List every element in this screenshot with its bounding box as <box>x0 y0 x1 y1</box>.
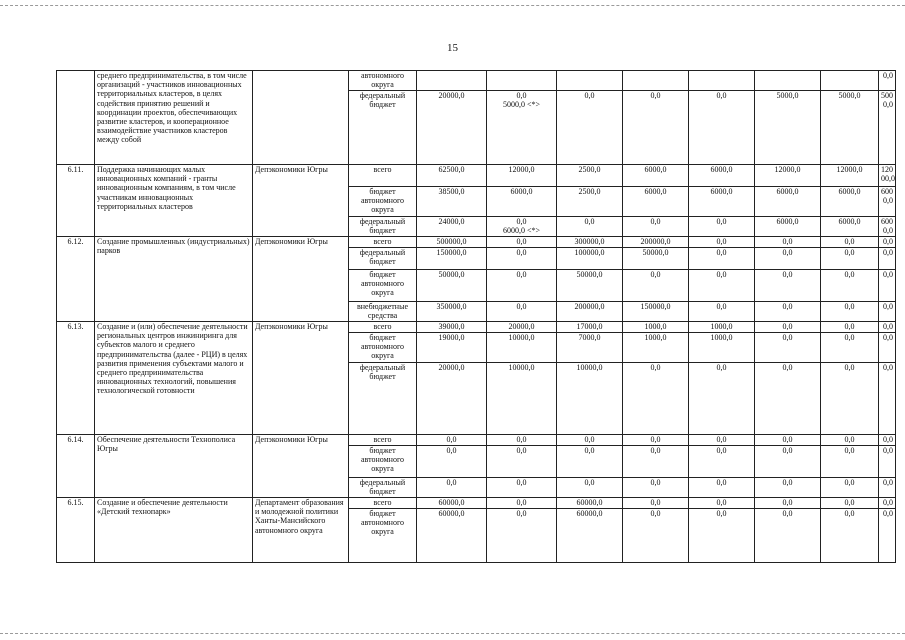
funding-value: 0,0 <box>821 237 879 248</box>
measure-name: Обеспечение деятельности Технополиса Югры <box>95 435 253 498</box>
funding-value: 0,0 <box>557 91 623 165</box>
funding-value: 0,0 <box>879 478 896 498</box>
funding-value: 0,0 <box>623 446 689 478</box>
funding-value: 20000,0 <box>487 322 557 333</box>
funding-value: 0,0 <box>689 237 755 248</box>
funding-source: федеральный бюджет <box>349 478 417 498</box>
funding-value: 0,0 <box>623 498 689 509</box>
funding-value: 6000,0 <box>689 187 755 217</box>
funding-value: 50000,0 <box>623 248 689 270</box>
funding-value: 0,0 <box>821 333 879 363</box>
funding-source: всего <box>349 322 417 333</box>
funding-value: 0,0 <box>755 302 821 322</box>
funding-value: 0,0 <box>623 478 689 498</box>
funding-value: 60000,0 <box>557 509 623 563</box>
measure-name: Поддержка начинающих малых инновационных компаний - гранты инновационным компаниям, в том числе участникам инновационных территориальных кластеров <box>95 165 253 237</box>
funding-value: 6000,0 <box>821 187 879 217</box>
funding-value: 0,0 <box>879 322 896 333</box>
funding-value: 0,0 <box>487 302 557 322</box>
funding-value: 0,0 <box>557 435 623 446</box>
funding-value: 200000,0 <box>623 237 689 248</box>
funding-value <box>557 71 623 91</box>
funding-value: 5000,0 <box>755 91 821 165</box>
measure-name: Создание промышленных (индустриальных) парков <box>95 237 253 322</box>
funding-value: 0,0 <box>417 478 487 498</box>
funding-value: 0,0 <box>755 333 821 363</box>
funding-value: 60000,0 <box>557 498 623 509</box>
funding-value: 0,0 <box>821 322 879 333</box>
funding-value: 0,0 <box>879 71 896 91</box>
responsible-executor: Депэкономики Югры <box>253 322 349 435</box>
funding-value: 0,0 <box>879 446 896 478</box>
funding-value: 350000,0 <box>417 302 487 322</box>
funding-value: 0,0 <box>821 435 879 446</box>
funding-value: 50000,0 <box>417 270 487 302</box>
funding-value: 0,0 <box>755 237 821 248</box>
funding-value: 600 0,0 <box>879 217 896 237</box>
funding-value: 0,0 <box>821 302 879 322</box>
funding-value: 6000,0 <box>623 165 689 187</box>
funding-value: 0,0 <box>879 509 896 563</box>
funding-value: 0,0 <box>689 435 755 446</box>
funding-value: 0,0 <box>755 498 821 509</box>
responsible-executor: Депэкономики Югры <box>253 165 349 237</box>
funding-value: 1000,0 <box>689 333 755 363</box>
funding-table <box>56 70 896 563</box>
measure-number: 6.13. <box>57 322 95 435</box>
funding-value: 0,0 <box>487 478 557 498</box>
funding-value: 0,0 <box>755 248 821 270</box>
funding-value: 500000,0 <box>417 237 487 248</box>
table-row <box>57 71 896 91</box>
funding-value: 2500,0 <box>557 187 623 217</box>
funding-value: 0,0 <box>879 333 896 363</box>
funding-value: 0,0 <box>689 498 755 509</box>
funding-source: всего <box>349 165 417 187</box>
funding-value: 1000,0 <box>623 322 689 333</box>
funding-value <box>623 71 689 91</box>
funding-value: 0,0 <box>879 302 896 322</box>
funding-value: 0,0 <box>487 248 557 270</box>
funding-value: 17000,0 <box>557 322 623 333</box>
measure-number <box>57 71 95 165</box>
table-row <box>57 435 896 446</box>
funding-value: 10000,0 <box>487 363 557 435</box>
funding-value: 0,0 <box>879 498 896 509</box>
funding-value <box>755 71 821 91</box>
responsible-executor: Департамент образования и молодежной политики Ханты-Мансийского автономного округа <box>253 498 349 563</box>
funding-value: 0,0 <box>557 478 623 498</box>
funding-value: 600 0,0 <box>879 187 896 217</box>
funding-value: 0,0 <box>879 248 896 270</box>
funding-value: 0,0 <box>689 91 755 165</box>
funding-source: бюджет автономного округа <box>349 270 417 302</box>
funding-value: 0,0 <box>755 322 821 333</box>
funding-value: 0,0 <box>623 363 689 435</box>
funding-value: 0,0 <box>689 509 755 563</box>
funding-value: 0,0 <box>689 478 755 498</box>
funding-value: 0,0 <box>689 217 755 237</box>
funding-value: 10000,0 <box>557 363 623 435</box>
funding-value: 0,0 <box>821 446 879 478</box>
measure-number: 6.14. <box>57 435 95 498</box>
funding-value: 100000,0 <box>557 248 623 270</box>
funding-value <box>417 71 487 91</box>
measure-number: 6.11. <box>57 165 95 237</box>
funding-value: 0,0 <box>879 435 896 446</box>
funding-value: 0,0 5000,0 <*> <box>487 91 557 165</box>
funding-value: 0,0 <box>689 302 755 322</box>
funding-value: 300000,0 <box>557 237 623 248</box>
funding-value: 0,0 <box>623 270 689 302</box>
funding-value: 0,0 <box>557 446 623 478</box>
funding-value: 60000,0 <box>417 498 487 509</box>
funding-value: 0,0 <box>755 509 821 563</box>
funding-value: 39000,0 <box>417 322 487 333</box>
funding-value: 120 00,0 <box>879 165 896 187</box>
funding-value <box>821 71 879 91</box>
funding-value: 0,0 <box>487 237 557 248</box>
funding-source: бюджет автономного округа <box>349 509 417 563</box>
funding-value: 0,0 <box>755 363 821 435</box>
funding-value: 0,0 <box>557 217 623 237</box>
funding-source: бюджет автономного округа <box>349 446 417 478</box>
funding-value: 0,0 <box>821 248 879 270</box>
funding-value: 19000,0 <box>417 333 487 363</box>
scan-edge-top <box>0 5 905 6</box>
funding-value: 50000,0 <box>557 270 623 302</box>
funding-value: 150000,0 <box>623 302 689 322</box>
funding-value: 200000,0 <box>557 302 623 322</box>
measure-number: 6.12. <box>57 237 95 322</box>
table-row <box>57 322 896 333</box>
funding-value: 0,0 <box>879 270 896 302</box>
funding-value: 0,0 <box>487 498 557 509</box>
funding-value: 0,0 <box>879 363 896 435</box>
responsible-executor <box>253 71 349 165</box>
funding-value: 0,0 <box>623 435 689 446</box>
funding-source: автономного округа <box>349 71 417 91</box>
funding-value: 1000,0 <box>689 322 755 333</box>
funding-value: 62500,0 <box>417 165 487 187</box>
funding-source: федеральный бюджет <box>349 248 417 270</box>
responsible-executor: Депэкономики Югры <box>253 237 349 322</box>
funding-value: 60000,0 <box>417 509 487 563</box>
funding-value: 6000,0 <box>689 165 755 187</box>
funding-source: бюджет автономного округа <box>349 333 417 363</box>
funding-value <box>689 71 755 91</box>
funding-value: 0,0 <box>487 509 557 563</box>
funding-value: 0,0 <box>821 498 879 509</box>
funding-value: 0,0 6000,0 <*> <box>487 217 557 237</box>
funding-value: 0,0 <box>755 270 821 302</box>
funding-value: 12000,0 <box>821 165 879 187</box>
funding-value: 0,0 <box>689 270 755 302</box>
funding-source: всего <box>349 435 417 446</box>
measure-number: 6.15. <box>57 498 95 563</box>
funding-value: 38500,0 <box>417 187 487 217</box>
funding-value: 0,0 <box>623 91 689 165</box>
funding-value: 6000,0 <box>623 187 689 217</box>
funding-value: 0,0 <box>821 478 879 498</box>
scan-edge-bottom <box>0 633 905 634</box>
funding-value: 0,0 <box>821 509 879 563</box>
funding-value: 500 0,0 <box>879 91 896 165</box>
funding-value: 0,0 <box>689 363 755 435</box>
funding-value: 0,0 <box>755 478 821 498</box>
funding-source: всего <box>349 498 417 509</box>
funding-value: 6000,0 <box>821 217 879 237</box>
table-row <box>57 165 896 187</box>
table-row <box>57 237 896 248</box>
funding-value: 10000,0 <box>487 333 557 363</box>
funding-value: 12000,0 <box>755 165 821 187</box>
funding-value: 5000,0 <box>821 91 879 165</box>
funding-source: всего <box>349 237 417 248</box>
measure-name: среднего предпринимательства, в том числе организаций - участников инновационных территориальных кластеров, в целях содействия принятию решений и координации проектов, обеспечивающих развитие кластеров, и кооперационное взаимодействие участников кластеров между собой <box>95 71 253 165</box>
funding-value: 20000,0 <box>417 363 487 435</box>
funding-value: 2500,0 <box>557 165 623 187</box>
funding-value: 150000,0 <box>417 248 487 270</box>
funding-source: федеральный бюджет <box>349 217 417 237</box>
funding-value: 0,0 <box>623 217 689 237</box>
funding-value <box>487 71 557 91</box>
table-row <box>57 498 896 509</box>
funding-value: 0,0 <box>821 363 879 435</box>
funding-value: 0,0 <box>417 446 487 478</box>
funding-value: 0,0 <box>417 435 487 446</box>
funding-value: 20000,0 <box>417 91 487 165</box>
funding-value: 0,0 <box>821 270 879 302</box>
funding-value: 0,0 <box>879 237 896 248</box>
funding-value: 0,0 <box>689 446 755 478</box>
funding-source: федеральный бюджет <box>349 91 417 165</box>
funding-value: 0,0 <box>623 509 689 563</box>
funding-value: 7000,0 <box>557 333 623 363</box>
funding-value: 0,0 <box>689 248 755 270</box>
funding-value: 0,0 <box>755 435 821 446</box>
funding-value: 6000,0 <box>755 187 821 217</box>
funding-value: 6000,0 <box>487 187 557 217</box>
funding-value: 0,0 <box>487 435 557 446</box>
funding-value: 24000,0 <box>417 217 487 237</box>
funding-value: 0,0 <box>487 446 557 478</box>
funding-source: бюджет автономного округа <box>349 187 417 217</box>
funding-value: 0,0 <box>487 270 557 302</box>
funding-value: 12000,0 <box>487 165 557 187</box>
responsible-executor: Депэкономики Югры <box>253 435 349 498</box>
measure-name: Создание и (или) обеспечение деятельности региональных центров инжиниринга для субъектов малого и среднего предпринимательства (далее - РЦИ) в целях развития применения субъектами малого и среднего предпринимательства инновационных технологий, повышения технологической готовности <box>95 322 253 435</box>
funding-value: 1000,0 <box>623 333 689 363</box>
funding-source: федеральный бюджет <box>349 363 417 435</box>
funding-source: внебюджетные средства <box>349 302 417 322</box>
measure-name: Создание и обеспечение деятельности «Детский технопарк» <box>95 498 253 563</box>
funding-value: 6000,0 <box>755 217 821 237</box>
page-number: 15 <box>447 42 458 54</box>
funding-value: 0,0 <box>755 446 821 478</box>
